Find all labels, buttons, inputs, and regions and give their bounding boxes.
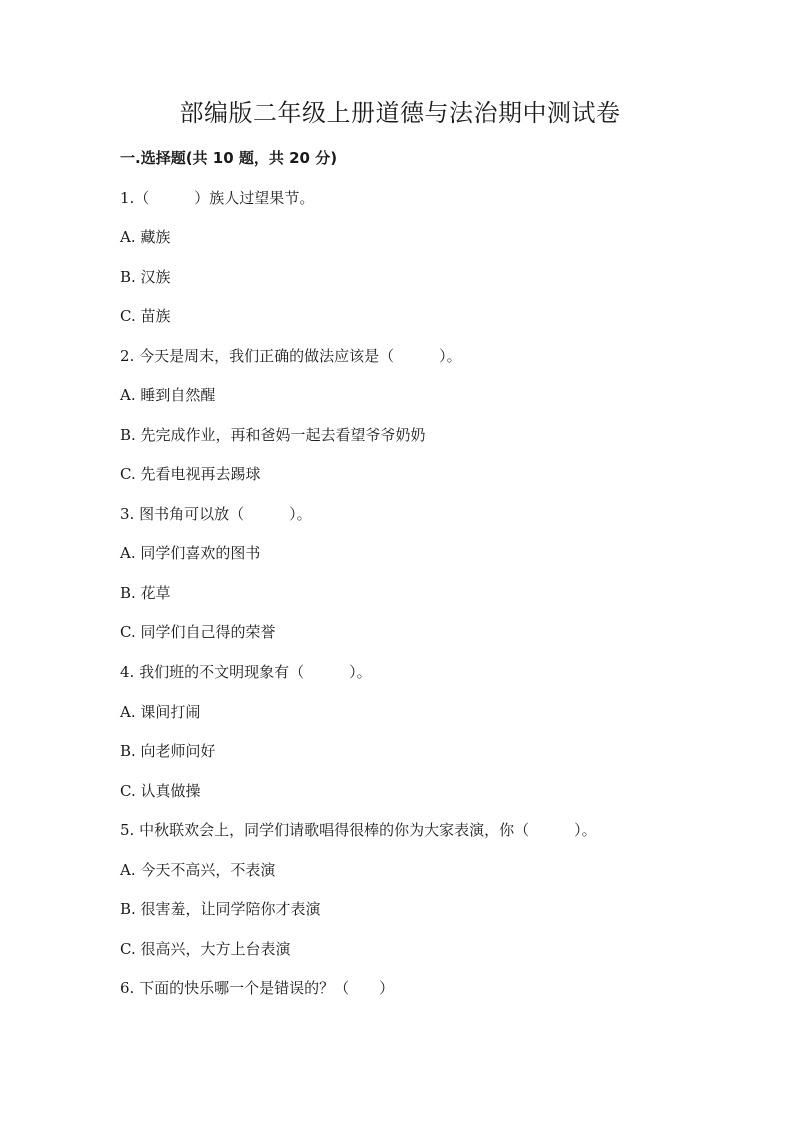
question-stem: 6. 下面的快乐哪一个是错误的？（ ） [120, 979, 395, 997]
question-stem: 4. 我们班的不文明现象有（ ）。 [120, 663, 372, 681]
question-option: B. 很害羞，让同学陪你才表演 [120, 900, 321, 918]
question-option: C. 苗族 [120, 307, 171, 325]
question-stem: 5. 中秋联欢会上，同学们请歌唱得很棒的你为大家表演，你（ ）。 [120, 821, 597, 839]
question-option: C. 先看电视再去踢球 [120, 465, 261, 483]
question-option: C. 认真做操 [120, 782, 201, 800]
question-stem: 2. 今天是周末，我们正确的做法应该是（ ）。 [120, 347, 462, 365]
question-option: C. 同学们自己得的荣誉 [120, 623, 276, 641]
question-option: B. 先完成作业，再和爸妈一起去看望爷爷奶奶 [120, 426, 426, 444]
question-option: B. 花草 [120, 584, 171, 602]
question-option: B. 汉族 [120, 268, 171, 286]
question-option: B. 向老师问好 [120, 742, 216, 760]
question-option: A. 课间打闹 [120, 703, 201, 721]
question-stem: 1.（ ）族人过望果节。 [120, 189, 315, 207]
question-option: C. 很高兴，大方上台表演 [120, 940, 291, 958]
question-option: A. 睡到自然醒 [120, 386, 216, 404]
question-option: A. 同学们喜欢的图书 [120, 544, 261, 562]
question-option: A. 今天不高兴，不表演 [120, 861, 276, 879]
question-stem: 3. 图书角可以放（ ）。 [120, 505, 312, 523]
section-heading: 一.选择题(共 10 题，共 20 分) [120, 149, 338, 167]
question-option: A. 藏族 [120, 228, 171, 246]
page-title: 部编版二年级上册道德与法治期中测试卷 [179, 99, 621, 127]
